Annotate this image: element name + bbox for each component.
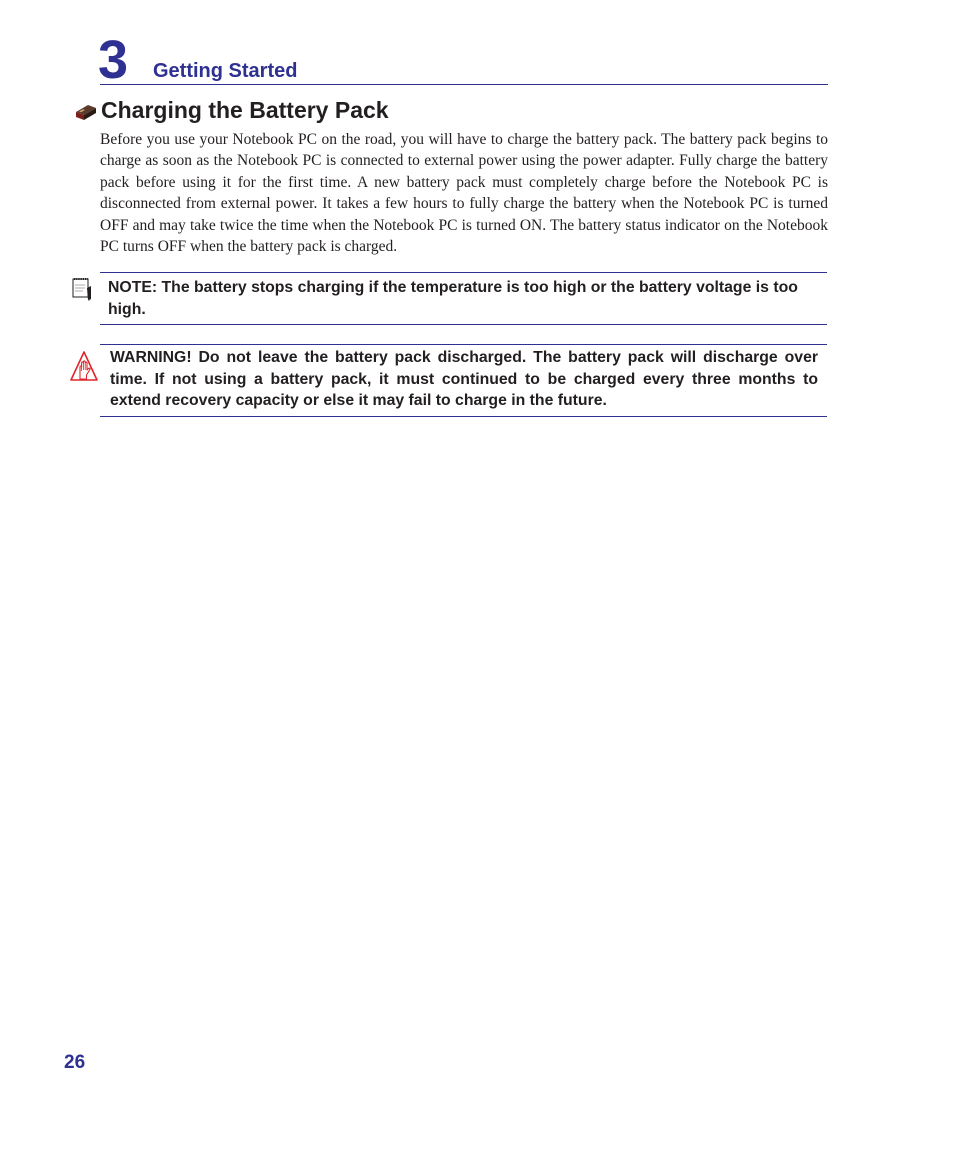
- header-rule: [100, 84, 828, 85]
- note-box: [100, 272, 827, 325]
- chapter-title: Getting Started: [153, 60, 298, 82]
- note-text: NOTE: The battery stops charging if the temperature is too high or the battery voltage is too high.: [108, 279, 798, 318]
- page-number: 26: [64, 1052, 86, 1073]
- warning-box: [100, 344, 827, 417]
- section-body: Before you use your Notebook PC on the road, you will have to charge the battery pack. The battery pack begins to charge as soon as the Notebook PC is connected to external power using the power adapter. Fully charge the battery pack before using it for the first time. A new battery pack must completely charge before the Notebook PC is disconnected from external power. It takes a few hours to fully charge the battery when the Notebook PC is turned OFF and may take twice the time when the Notebook PC is turned ON. The battery status indicator on the Notebook PC turns OFF when the battery pack is charged.: [100, 131, 828, 256]
- warning-text: WARNING! Do not leave the battery pack discharged. The battery pack will discharge over time. If not using a battery pack, it must continued to be charged every three months to extend recovery capacity or else it may fail to charge in the future.: [110, 349, 818, 409]
- section-title: Charging the Battery Pack: [101, 97, 389, 123]
- warning-hand-icon: [69, 350, 99, 384]
- notepad-pencil-icon: [72, 277, 94, 301]
- battery-pack-icon: [74, 101, 98, 121]
- chapter-number: 3: [98, 30, 129, 90]
